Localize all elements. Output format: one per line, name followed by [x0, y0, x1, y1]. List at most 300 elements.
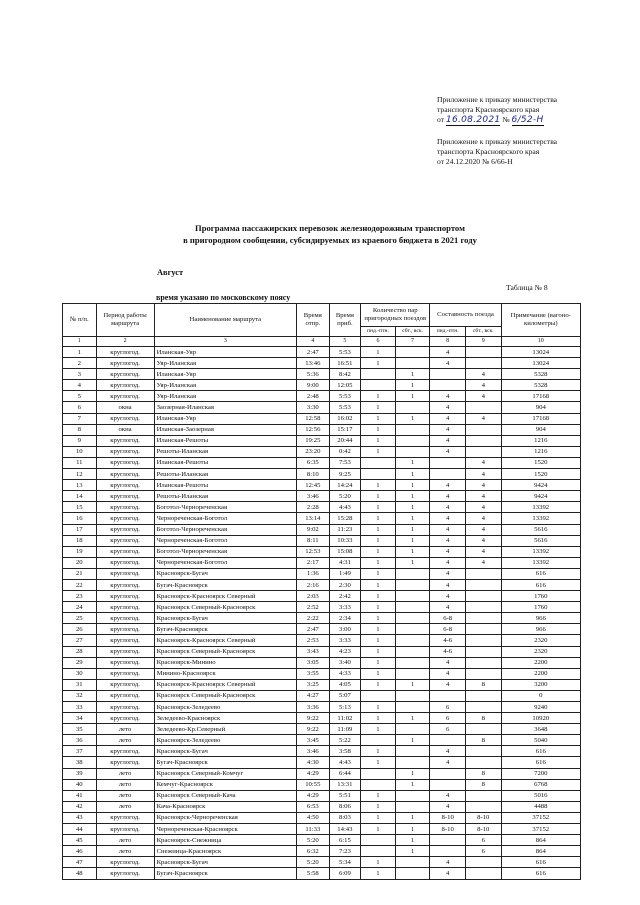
cell-pairs-weekend: 1	[395, 380, 430, 391]
cell-period: круглогод.	[96, 646, 154, 657]
cell-departure: 3:05	[297, 657, 330, 668]
cell-note: 2200	[501, 657, 580, 668]
cell-period: окна	[96, 402, 154, 413]
cell-number: 23	[63, 591, 97, 602]
cell-pairs-weekend: 1	[395, 524, 430, 535]
cell-departure: 6:53	[297, 801, 330, 812]
cell-arrival: 3:58	[329, 746, 361, 757]
table-row	[63, 824, 581, 835]
cell-pairs-weekend	[395, 657, 430, 668]
cell-comp-weekdays: 4	[430, 535, 466, 546]
column-number: 7	[395, 337, 430, 347]
cell-number: 5	[63, 391, 97, 402]
annotation-number-sign: №	[502, 115, 510, 124]
cell-period: лето	[96, 846, 154, 857]
cell-number: 21	[63, 568, 97, 579]
cell-departure: 23:20	[297, 446, 330, 457]
cell-pairs-weekend: 1	[395, 480, 430, 491]
cell-comp-weekend: 4	[465, 457, 501, 468]
cell-pairs-weekdays	[361, 380, 396, 391]
cell-departure: 5:36	[297, 369, 330, 380]
table-row	[63, 369, 581, 380]
cell-departure: 19:25	[297, 435, 330, 446]
cell-pairs-weekend: 1	[395, 491, 430, 502]
cell-note: 13392	[501, 546, 580, 557]
cell-comp-weekend	[465, 757, 501, 768]
cell-pairs-weekdays	[361, 457, 396, 468]
cell-comp-weekend: 4	[465, 557, 501, 568]
table-row	[63, 690, 581, 701]
cell-arrival: 3:00	[329, 624, 361, 635]
cell-departure: 12:58	[297, 413, 330, 424]
cell-arrival: 16:02	[329, 413, 361, 424]
cell-comp-weekdays: 4	[430, 757, 466, 768]
cell-period: круглогод.	[96, 679, 154, 690]
cell-pairs-weekend	[395, 591, 430, 602]
cell-comp-weekend: 4	[465, 369, 501, 380]
cell-comp-weekdays: 4	[430, 502, 466, 513]
cell-note: 1216	[501, 435, 580, 446]
time-zone-note: время указано по московскому поясу	[156, 293, 291, 302]
cell-pairs-weekdays: 1	[361, 513, 396, 524]
table-row	[63, 491, 581, 502]
cell-departure: 8:10	[297, 469, 330, 480]
cell-arrival: 11:23	[329, 524, 361, 535]
cell-comp-weekdays	[430, 779, 466, 790]
cell-number: 35	[63, 724, 97, 735]
cell-note: 616	[501, 579, 580, 590]
table-row	[63, 790, 581, 801]
cell-pairs-weekdays: 1	[361, 435, 396, 446]
cell-arrival: 8:03	[329, 812, 361, 823]
cell-period: круглогод.	[96, 347, 154, 358]
table-row	[63, 347, 581, 358]
table-row	[63, 768, 581, 779]
cell-note: 13024	[501, 358, 580, 369]
title-line-1: Программа пассажирских перевозок железнодорожным транспортом	[195, 223, 465, 233]
cell-period: круглогод.	[96, 579, 154, 590]
cell-pairs-weekend: 1	[395, 502, 430, 513]
table-row	[63, 480, 581, 491]
cell-route: Минино-Красноярск	[154, 668, 296, 679]
annotation-line: транспорта Красноярского края	[437, 147, 540, 156]
cell-period: круглогод.	[96, 657, 154, 668]
cell-departure: 2:28	[297, 502, 330, 513]
cell-note: 37152	[501, 812, 580, 823]
header-no: № п/п.	[63, 304, 97, 337]
cell-comp-weekdays: 4	[430, 668, 466, 679]
cell-pairs-weekend: 1	[395, 735, 430, 746]
cell-number: 24	[63, 602, 97, 613]
cell-departure: 4:29	[297, 790, 330, 801]
cell-route: Красноярск-Красноярск Северный	[154, 635, 296, 646]
cell-departure: 1:36	[297, 568, 330, 579]
cell-comp-weekend: 4	[465, 546, 501, 557]
cell-comp-weekdays: 4	[430, 402, 466, 413]
cell-arrival: 5:53	[329, 391, 361, 402]
cell-pairs-weekdays: 1	[361, 446, 396, 457]
cell-departure: 9:02	[297, 524, 330, 535]
cell-arrival: 4:31	[329, 557, 361, 568]
cell-number: 33	[63, 702, 97, 713]
cell-period: круглогод.	[96, 690, 154, 701]
cell-pairs-weekdays	[361, 469, 396, 480]
cell-note: 1520	[501, 469, 580, 480]
cell-number: 13	[63, 480, 97, 491]
cell-note: 10920	[501, 713, 580, 724]
cell-pairs-weekend: 1	[395, 824, 430, 835]
cell-pairs-weekend: 1	[395, 391, 430, 402]
cell-comp-weekend: 4	[465, 391, 501, 402]
cell-pairs-weekdays: 1	[361, 413, 396, 424]
cell-arrival: 4:33	[329, 668, 361, 679]
cell-comp-weekdays	[430, 835, 466, 846]
cell-period: круглогод.	[96, 812, 154, 823]
header-arrival: Время приб.	[329, 304, 361, 337]
cell-note: 1216	[501, 446, 580, 457]
cell-comp-weekdays	[430, 735, 466, 746]
order-annotation-old	[437, 137, 557, 167]
cell-pairs-weekdays: 1	[361, 679, 396, 690]
cell-comp-weekdays: 4	[430, 801, 466, 812]
cell-number: 36	[63, 735, 97, 746]
cell-number: 40	[63, 779, 97, 790]
cell-number: 28	[63, 646, 97, 657]
cell-pairs-weekdays: 1	[361, 391, 396, 402]
cell-route: Чернореченская-Красноярск	[154, 824, 296, 835]
cell-number: 15	[63, 502, 97, 513]
cell-route: Иланская-Уяр	[154, 413, 296, 424]
column-number: 1	[63, 337, 97, 347]
cell-pairs-weekdays: 1	[361, 812, 396, 823]
table-row	[63, 724, 581, 735]
cell-pairs-weekend	[395, 746, 430, 757]
cell-route: Красноярск Северный-Комчуг	[154, 768, 296, 779]
cell-comp-weekend: 8	[465, 779, 501, 790]
cell-note: 4488	[501, 801, 580, 812]
schedule-table	[62, 303, 581, 880]
cell-note: 904	[501, 402, 580, 413]
cell-number: 27	[63, 635, 97, 646]
cell-departure: 6:35	[297, 457, 330, 468]
cell-departure: 3:46	[297, 491, 330, 502]
cell-note: 904	[501, 424, 580, 435]
cell-note: 7200	[501, 768, 580, 779]
cell-arrival: 4:05	[329, 679, 361, 690]
cell-departure: 3:43	[297, 646, 330, 657]
header-pairs: Количество пар пригородных поездов	[361, 304, 430, 327]
cell-pairs-weekdays: 1	[361, 568, 396, 579]
cell-comp-weekdays: 6-8	[430, 624, 466, 635]
handwritten-date: 16.08.2021	[445, 115, 501, 125]
cell-number: 11	[63, 457, 97, 468]
cell-pairs-weekend	[395, 624, 430, 635]
cell-period: круглогод.	[96, 546, 154, 557]
cell-comp-weekdays: 8-10	[430, 812, 466, 823]
cell-departure: 3:30	[297, 402, 330, 413]
cell-number: 48	[63, 868, 97, 879]
cell-arrival: 9:25	[329, 469, 361, 480]
table-row	[63, 735, 581, 746]
table-row	[63, 502, 581, 513]
cell-period: круглогод.	[96, 613, 154, 624]
cell-pairs-weekend: 1	[395, 679, 430, 690]
cell-pairs-weekend	[395, 724, 430, 735]
cell-pairs-weekend	[395, 613, 430, 624]
cell-comp-weekend	[465, 668, 501, 679]
cell-number: 42	[63, 801, 97, 812]
cell-arrival: 10:33	[329, 535, 361, 546]
cell-number: 10	[63, 446, 97, 457]
cell-note: 1760	[501, 591, 580, 602]
column-number: 9	[465, 337, 501, 347]
cell-number: 4	[63, 380, 97, 391]
cell-route: Красноярск-Красноярск Северный	[154, 679, 296, 690]
cell-note: 2200	[501, 668, 580, 679]
cell-comp-weekdays	[430, 457, 466, 468]
cell-note: 9424	[501, 480, 580, 491]
cell-period: окна	[96, 424, 154, 435]
cell-comp-weekend: 8-10	[465, 824, 501, 835]
cell-period: круглогод.	[96, 380, 154, 391]
table-number: Таблица № 8	[506, 283, 548, 292]
title-line-2: в пригородном сообщении, субсидируемых из краевого бюджета в 2021 году	[183, 235, 477, 245]
table-row	[63, 746, 581, 757]
header-comp-weekend: сбт., вск.	[465, 327, 501, 337]
header-pairs-weekdays: пнд.-птн.	[361, 327, 396, 337]
cell-pairs-weekdays: 1	[361, 579, 396, 590]
table-row	[63, 557, 581, 568]
table-row	[63, 524, 581, 535]
cell-number: 7	[63, 413, 97, 424]
cell-comp-weekdays: 4	[430, 790, 466, 801]
cell-route: Бугач-Красноярск	[154, 624, 296, 635]
cell-route: Иланская-Решоты	[154, 457, 296, 468]
cell-route: Красноярск Северный-Красноярск	[154, 646, 296, 657]
cell-comp-weekend: 6	[465, 846, 501, 857]
cell-route: Кача-Красноярск	[154, 801, 296, 812]
cell-comp-weekend	[465, 568, 501, 579]
cell-note: 5328	[501, 380, 580, 391]
cell-comp-weekend: 4	[465, 524, 501, 535]
cell-comp-weekend: 8	[465, 735, 501, 746]
cell-number: 44	[63, 824, 97, 835]
cell-comp-weekend: 6	[465, 835, 501, 846]
cell-arrival: 3:33	[329, 635, 361, 646]
cell-pairs-weekdays: 1	[361, 757, 396, 768]
cell-arrival: 5:53	[329, 347, 361, 358]
annotation-line: Приложение к приказу министерства	[437, 95, 558, 104]
table-row	[63, 646, 581, 657]
annotation-line: Приложение к приказу министерства	[437, 137, 558, 146]
cell-route: Красноярск-Чернореченская	[154, 812, 296, 823]
table-row	[63, 391, 581, 402]
cell-arrival: 5:22	[329, 735, 361, 746]
cell-departure: 5:20	[297, 857, 330, 868]
cell-period: лето	[96, 779, 154, 790]
cell-pairs-weekdays: 1	[361, 646, 396, 657]
cell-departure: 3:36	[297, 702, 330, 713]
cell-period: лето	[96, 768, 154, 779]
cell-number: 38	[63, 757, 97, 768]
cell-route: Иланская-Уяр	[154, 347, 296, 358]
cell-comp-weekend	[465, 635, 501, 646]
cell-comp-weekdays: 4	[430, 347, 466, 358]
cell-route: Красноярск-Бугач	[154, 746, 296, 757]
cell-pairs-weekdays: 1	[361, 613, 396, 624]
cell-pairs-weekdays: 1	[361, 557, 396, 568]
cell-period: круглогод.	[96, 391, 154, 402]
cell-note: 864	[501, 835, 580, 846]
cell-pairs-weekend: 1	[395, 835, 430, 846]
table-row	[63, 380, 581, 391]
cell-pairs-weekdays: 1	[361, 635, 396, 646]
cell-comp-weekdays: 4	[430, 413, 466, 424]
cell-arrival: 2:34	[329, 613, 361, 624]
cell-pairs-weekdays: 1	[361, 868, 396, 879]
cell-route: Красноярск-Минино	[154, 657, 296, 668]
cell-period: лето	[96, 801, 154, 812]
table-row	[63, 446, 581, 457]
cell-arrival: 4:23	[329, 646, 361, 657]
cell-route: Решоты-Иланская	[154, 469, 296, 480]
cell-period: круглогод.	[96, 358, 154, 369]
cell-pairs-weekdays: 1	[361, 824, 396, 835]
cell-number: 47	[63, 857, 97, 868]
cell-pairs-weekend: 1	[395, 369, 430, 380]
cell-comp-weekend	[465, 857, 501, 868]
cell-pairs-weekend: 1	[395, 713, 430, 724]
cell-pairs-weekdays	[361, 768, 396, 779]
cell-number: 32	[63, 690, 97, 701]
cell-departure: 3:55	[297, 668, 330, 679]
cell-note: 616	[501, 757, 580, 768]
cell-route: Бугач-Красноярск	[154, 579, 296, 590]
cell-comp-weekdays: 4	[430, 480, 466, 491]
header-period: Период работы маршрута	[96, 304, 154, 337]
order-annotation-new	[437, 95, 557, 126]
cell-number: 26	[63, 624, 97, 635]
header-route: Наименование маршрута	[154, 304, 296, 337]
cell-route: Иланская-Решоты	[154, 480, 296, 491]
table-row	[63, 413, 581, 424]
cell-pairs-weekdays: 1	[361, 358, 396, 369]
cell-arrival: 3:33	[329, 602, 361, 613]
cell-departure: 2:47	[297, 624, 330, 635]
cell-period: круглогод.	[96, 480, 154, 491]
table-row	[63, 779, 581, 790]
cell-arrival: 14:24	[329, 480, 361, 491]
cell-pairs-weekend	[395, 602, 430, 613]
cell-pairs-weekend: 1	[395, 413, 430, 424]
cell-comp-weekdays: 4	[430, 557, 466, 568]
cell-comp-weekend	[465, 657, 501, 668]
cell-number: 1	[63, 347, 97, 358]
cell-comp-weekdays: 4	[430, 546, 466, 557]
cell-pairs-weekend: 1	[395, 457, 430, 468]
cell-arrival: 5:07	[329, 690, 361, 701]
cell-comp-weekend	[465, 868, 501, 879]
cell-comp-weekend	[465, 724, 501, 735]
cell-note: 5040	[501, 735, 580, 746]
table-row	[63, 469, 581, 480]
cell-departure: 9:00	[297, 380, 330, 391]
cell-comp-weekdays	[430, 380, 466, 391]
cell-pairs-weekdays: 1	[361, 591, 396, 602]
cell-route: Красноярск-Снежница	[154, 835, 296, 846]
cell-period: круглогод.	[96, 491, 154, 502]
cell-comp-weekend: 4	[465, 513, 501, 524]
cell-departure: 9:22	[297, 724, 330, 735]
cell-comp-weekend	[465, 424, 501, 435]
cell-period: круглогод.	[96, 457, 154, 468]
cell-route: Решоты-Иланская	[154, 491, 296, 502]
cell-route: Решоты-Иланская	[154, 446, 296, 457]
cell-departure: 10:55	[297, 779, 330, 790]
cell-pairs-weekend: 1	[395, 513, 430, 524]
cell-note: 5616	[501, 535, 580, 546]
cell-arrival: 4:43	[329, 757, 361, 768]
cell-number: 41	[63, 790, 97, 801]
cell-comp-weekdays: 4	[430, 579, 466, 590]
cell-pairs-weekdays: 1	[361, 657, 396, 668]
cell-period: круглогод.	[96, 446, 154, 457]
cell-pairs-weekdays: 1	[361, 668, 396, 679]
cell-pairs-weekdays: 1	[361, 724, 396, 735]
cell-number: 29	[63, 657, 97, 668]
cell-period: круглогод.	[96, 502, 154, 513]
table-row	[63, 835, 581, 846]
cell-comp-weekdays	[430, 690, 466, 701]
cell-period: круглогод.	[96, 757, 154, 768]
cell-number: 2	[63, 358, 97, 369]
cell-note: 616	[501, 857, 580, 868]
cell-pairs-weekdays: 1	[361, 746, 396, 757]
cell-route: Иланская-Решоты	[154, 435, 296, 446]
cell-route: Красноярск-Бугач	[154, 857, 296, 868]
cell-pairs-weekend: 1	[395, 535, 430, 546]
cell-number: 9	[63, 435, 97, 446]
cell-comp-weekdays: 4	[430, 857, 466, 868]
cell-arrival: 8:42	[329, 369, 361, 380]
cell-pairs-weekdays	[361, 690, 396, 701]
cell-note: 1760	[501, 602, 580, 613]
cell-pairs-weekdays	[361, 835, 396, 846]
cell-note: 2320	[501, 635, 580, 646]
header-departure: Время отпр.	[297, 304, 330, 337]
cell-arrival: 6:15	[329, 835, 361, 846]
cell-arrival: 15:17	[329, 424, 361, 435]
cell-note: 616	[501, 746, 580, 757]
cell-note: 13392	[501, 557, 580, 568]
annotation-line: транспорта Красноярского края	[437, 105, 540, 114]
cell-pairs-weekdays: 1	[361, 602, 396, 613]
cell-pairs-weekend	[395, 635, 430, 646]
header-pairs-weekend: сбт., вск.	[395, 327, 430, 337]
cell-number: 17	[63, 524, 97, 535]
cell-comp-weekdays: 6	[430, 713, 466, 724]
table-row	[63, 801, 581, 812]
cell-pairs-weekdays: 1	[361, 424, 396, 435]
cell-period: круглогод.	[96, 413, 154, 424]
cell-comp-weekdays: 4	[430, 602, 466, 613]
cell-period: круглогод.	[96, 435, 154, 446]
cell-arrival: 20:44	[329, 435, 361, 446]
cell-route: Бугач-Красноярск	[154, 757, 296, 768]
cell-pairs-weekend	[395, 646, 430, 657]
cell-number: 43	[63, 812, 97, 823]
cell-departure: 12:45	[297, 480, 330, 491]
